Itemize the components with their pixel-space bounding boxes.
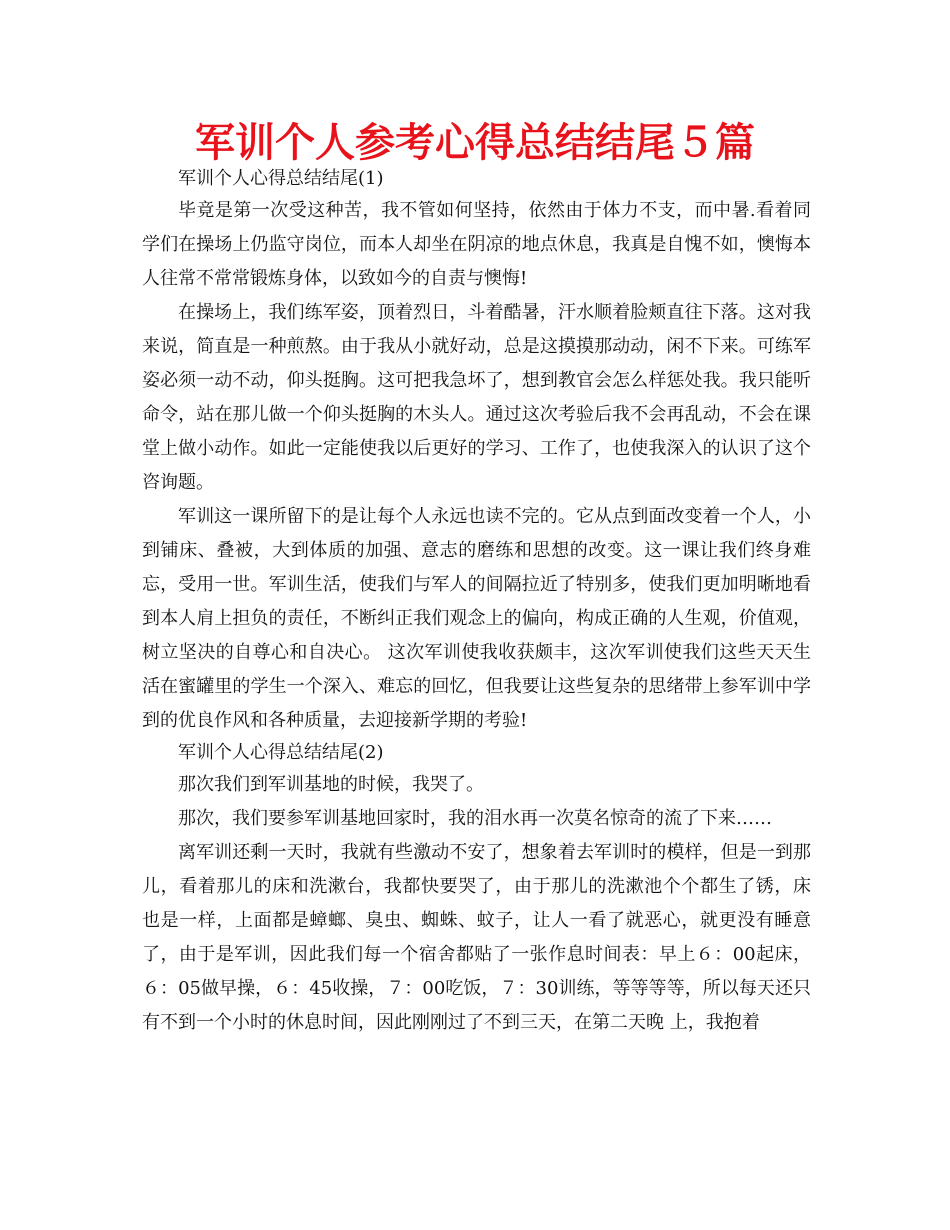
paragraph: 那次，我们要参军训基地回家时，我的泪水再一次莫名惊奇的流了下来…… [178, 808, 772, 829]
document-title: 军训个人参考心得总结结尾５篇 [195, 120, 755, 166]
section-heading-1: 军训个人心得总结结尾(1) [178, 168, 384, 189]
paragraph: 毕竟是第一次受这种苦，我不管如何坚持，依然由于体力不支，而中暑.看着同学们在操场上仍监守岗位，而本人却坐在阴凉的地点休息，我真是自愧不如，懊悔本人往常不常常锻炼身体，以致如今的自责与懊悔! [142, 200, 811, 289]
document-body [142, 164, 811, 1040]
paragraph: 离军训还剩一天时，我就有些激动不安了，想象着去军训时的模样，但是一到那儿，看着那儿的床和洗漱台，我都快要哭了，由于那儿的洗漱池个个都生了锈，床 也是一样，上面都是蟑螂、臭虫、蜘蛛、蚊子，让人一看了就恶心，就更没有睡意了，由于是军训，因此我们每一个宿舍都贴了一张作息时间表：早上６：00起床，６：05做早操，６：45收操，７：00吃饭，７：30训练，等等等等，所以每天还只有不到一个小时的休息时间，因此刚刚过了不到三天，在第二天晚 上，我抱着 [142, 842, 811, 1033]
section-heading-2: 军训个人心得总结结尾(2) [178, 742, 384, 763]
paragraph: 在操场上，我们练军姿，顶着烈日，斗着酷暑，汗水顺着脸颊直往下落。这对我来说，简直是一种煎熬。由于我从小就好动，总是这摸摸那动动，闲不下来。可练军姿必须一动不动，仰头挺胸。这可把我急坏了，想到教官会怎么样惩处我。我只能听命令，站在那儿做一个仰头挺胸的木头人。通过这次考验后我不会再乱动，不会在课堂上做小动作。如此一定能使我以后更好的学习、工作了，也使我深入的认识了这个咨询题。 [142, 302, 811, 493]
paragraph: 那次我们到军训基地的时候，我哭了。 [178, 774, 484, 795]
paragraph: 军训这一课所留下的是让每个人永远也读不完的。它从点到面改变着一个人，小到铺床、叠被，大到体质的加强、意志的磨练和思想的改变。这一课让我们终身难忘，受用一世。军训生活，使我们与军人的间隔拉近了特别多，使我们更加明晰地看到本人肩上担负的责任，不断纠正我们观念上的偏向，构成正确的人生观，价值观，树立坚决的自尊心和自决心。 这次军训使我收获颇丰，这次军训使我们这些天天生活在蜜罐里的学生一个深入、难忘的回忆，但我要让这些复杂的思绪带上参军训中学到的优良作风和各种质量，去迎接新学期的考验! [142, 506, 811, 731]
